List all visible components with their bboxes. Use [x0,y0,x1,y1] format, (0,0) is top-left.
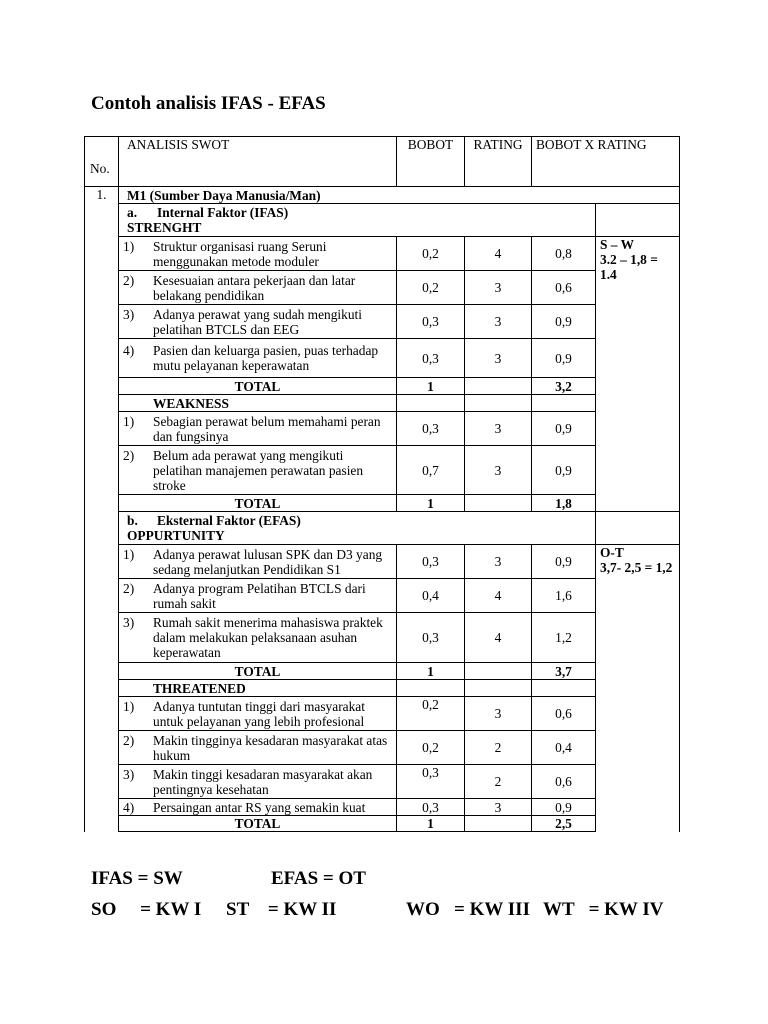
opportunity-total-label: TOTAL [119,663,397,680]
header-analisis: ANALISIS SWOT [119,137,397,187]
ot-label: O-T [600,545,624,560]
ifas-heading-spacer [596,204,680,237]
sw-value: 3.2 – 1,8 = 1.4 [600,252,658,282]
threat-total-rating [465,816,532,832]
strength-2-score: 0,6 [532,271,596,305]
strength-3-score: 0,9 [532,305,596,339]
strength-total-label: TOTAL [119,378,397,395]
opportunity-total-rating [465,663,532,680]
threat-1-bobot: 0,2 [397,697,465,731]
weakness-1-rating: 3 [465,412,532,446]
strength-3-text: 3) Adanya perawat yang sudah mengikuti pelatihan BTCLS dan EEG [119,305,397,339]
threat-label-score [532,680,596,697]
ifas-heading-row [85,204,680,237]
weakness-total-row [85,495,680,512]
threat-3-text: 3) Makin tinggi kesadaran masyarakat akan pentingnya kesehatan [119,765,397,799]
weakness-1-bobot: 0,3 [397,412,465,446]
threat-1-text: 1) Adanya tuntutan tinggi dari masyarakat untuk pelayanan yang lebih profesional [119,697,397,731]
threat-2-bobot: 0,2 [397,731,465,765]
sw-label: S – W [600,237,634,252]
threat-4-score: 0,9 [532,799,596,816]
opportunity-3-score: 1,2 [532,613,596,663]
threat-4-text: 4) Persaingan antar RS yang semakin kuat [119,799,397,816]
threat-2-score: 0,4 [532,731,596,765]
threat-4-bobot: 0,3 [397,799,465,816]
threat-3-score: 0,6 [532,765,596,799]
opportunity-2-bobot: 0,4 [397,579,465,613]
strength-1-text: 1) Struktur organisasi ruang Seruni menggunakan metode moduler [119,237,397,271]
table-row [85,271,680,305]
weakness-label-rating [465,395,532,412]
strength-1-rating: 4 [465,237,532,271]
threat-3-bobot: 0,3 [397,765,465,799]
table-row [85,697,680,731]
threat-total-label: TOTAL [119,816,397,832]
strength-1-score: 0,8 [532,237,596,271]
weakness-2-text: 2) Belum ada perawat yang mengikuti pelatihan manajemen perawatan pasien stroke [119,446,397,495]
threat-2-rating: 2 [465,731,532,765]
opportunity-1-bobot: 0,3 [397,545,465,579]
strength-total-score: 3,2 [532,378,596,395]
strength-3-rating: 3 [465,305,532,339]
weakness-1-score: 0,9 [532,412,596,446]
weakness-total-label: TOTAL [119,495,397,512]
table-row [85,237,680,271]
page-title: Contoh analisis IFAS - EFAS [91,93,326,114]
opportunity-total-score: 3,7 [532,663,596,680]
efas-heading-row [85,512,680,545]
weakness-2-score: 0,9 [532,446,596,495]
ot-value: 3,7- 2,5 = 1,2 [600,560,673,575]
efas-heading [119,512,596,545]
table-row [85,412,680,446]
strength-total-rating [465,378,532,395]
strength-4-bobot: 0,3 [397,339,465,378]
opportunity-3-rating: 4 [465,613,532,663]
ifas-heading-text: Internal Faktor (IFAS) [157,205,289,220]
weakness-label: WEAKNESS [119,395,397,412]
threat-total-score: 2,5 [532,816,596,832]
threat-1-rating: 3 [465,697,532,731]
swot-table [84,136,680,832]
formula-ifas: IFAS = SW [91,868,183,889]
strength-4-text: 4) Pasien dan keluarga pasien, puas terhadap mutu pelayanan keperawatan [119,339,397,378]
opportunity-3-text: 3) Rumah sakit menerima mahasiswa praktek dalam melakukan pelaksanaan asuhan keperawatan [119,613,397,663]
table-row [85,339,680,378]
strength-2-text: 2) Kesesuaian antara pekerjaan dan latar belakang pendidikan [119,271,397,305]
weakness-label-bobot [397,395,465,412]
strength-3-bobot: 0,3 [397,305,465,339]
section-name: M1 (Sumber Daya Manusia/Man) [119,187,680,204]
table-row [85,799,680,816]
weakness-label-row [85,395,680,412]
strength-total-row [85,378,680,395]
strength-4-score: 0,9 [532,339,596,378]
table-row [85,765,680,799]
ifas-heading-letter: a. [127,205,138,220]
section-number: 1. [85,187,119,832]
threat-label: THREATENED [119,680,397,697]
header-bobot: BOBOT [397,137,465,187]
weakness-total-score: 1,8 [532,495,596,512]
threat-1-score: 0,6 [532,697,596,731]
weakness-2-rating: 3 [465,446,532,495]
table-row [85,731,680,765]
threat-label-row [85,680,680,697]
formula-wt: WT = KW IV [543,899,664,920]
table-row [85,446,680,495]
weakness-2-bobot: 0,7 [397,446,465,495]
ifas-heading [119,204,596,237]
opportunity-total-bobot: 1 [397,663,465,680]
threat-label-rating [465,680,532,697]
weakness-total-bobot: 1 [397,495,465,512]
weakness-1-text: 1) Sebagian perawat belum memahami peran dan fungsinya [119,412,397,446]
strength-1-bobot: 0,2 [397,237,465,271]
strength-4-rating: 3 [465,339,532,378]
formula-so: SO = KW I [91,899,202,920]
opportunity-1-rating: 3 [465,545,532,579]
efas-heading-text: Eksternal Faktor (EFAS) [157,513,301,528]
header-no: No. [85,137,119,187]
opportunity-2-rating: 4 [465,579,532,613]
efas-heading-letter: b. [127,513,138,528]
strength-label: STRENGHT [127,220,202,235]
threat-2-text: 2) Makin tingginya kesadaran masyarakat atas hukum [119,731,397,765]
strength-2-bobot: 0,2 [397,271,465,305]
table-row [85,613,680,663]
formula-wo: WO = KW III [406,899,530,920]
opportunity-label: OPPURTUNITY [127,528,225,543]
table-row [85,545,680,579]
opportunity-2-score: 1,6 [532,579,596,613]
formula-st: ST = KW II [226,899,337,920]
table-row [85,579,680,613]
threat-label-bobot [397,680,465,697]
table-row [85,305,680,339]
threat-3-rating: 2 [465,765,532,799]
opportunity-3-bobot: 0,3 [397,613,465,663]
opportunity-1-score: 0,9 [532,545,596,579]
formula-efas: EFAS = OT [271,868,366,889]
strength-2-rating: 3 [465,271,532,305]
table-header-row [85,137,680,187]
sw-result [596,237,680,512]
ot-result [596,545,680,832]
section-row [85,187,680,204]
threat-total-bobot: 1 [397,816,465,832]
threat-total-row [85,816,680,832]
opportunity-1-text: 1) Adanya perawat lulusan SPK dan D3 yang sedang melanjutkan Pendidikan S1 [119,545,397,579]
header-rating: RATING [465,137,532,187]
header-bobot-x-rating: BOBOT X RATING [532,137,680,187]
opportunity-total-row [85,663,680,680]
weakness-label-score [532,395,596,412]
weakness-total-rating [465,495,532,512]
strength-total-bobot: 1 [397,378,465,395]
threat-4-rating: 3 [465,799,532,816]
efas-heading-spacer [596,512,680,545]
opportunity-2-text: 2) Adanya program Pelatihan BTCLS dari rumah sakit [119,579,397,613]
